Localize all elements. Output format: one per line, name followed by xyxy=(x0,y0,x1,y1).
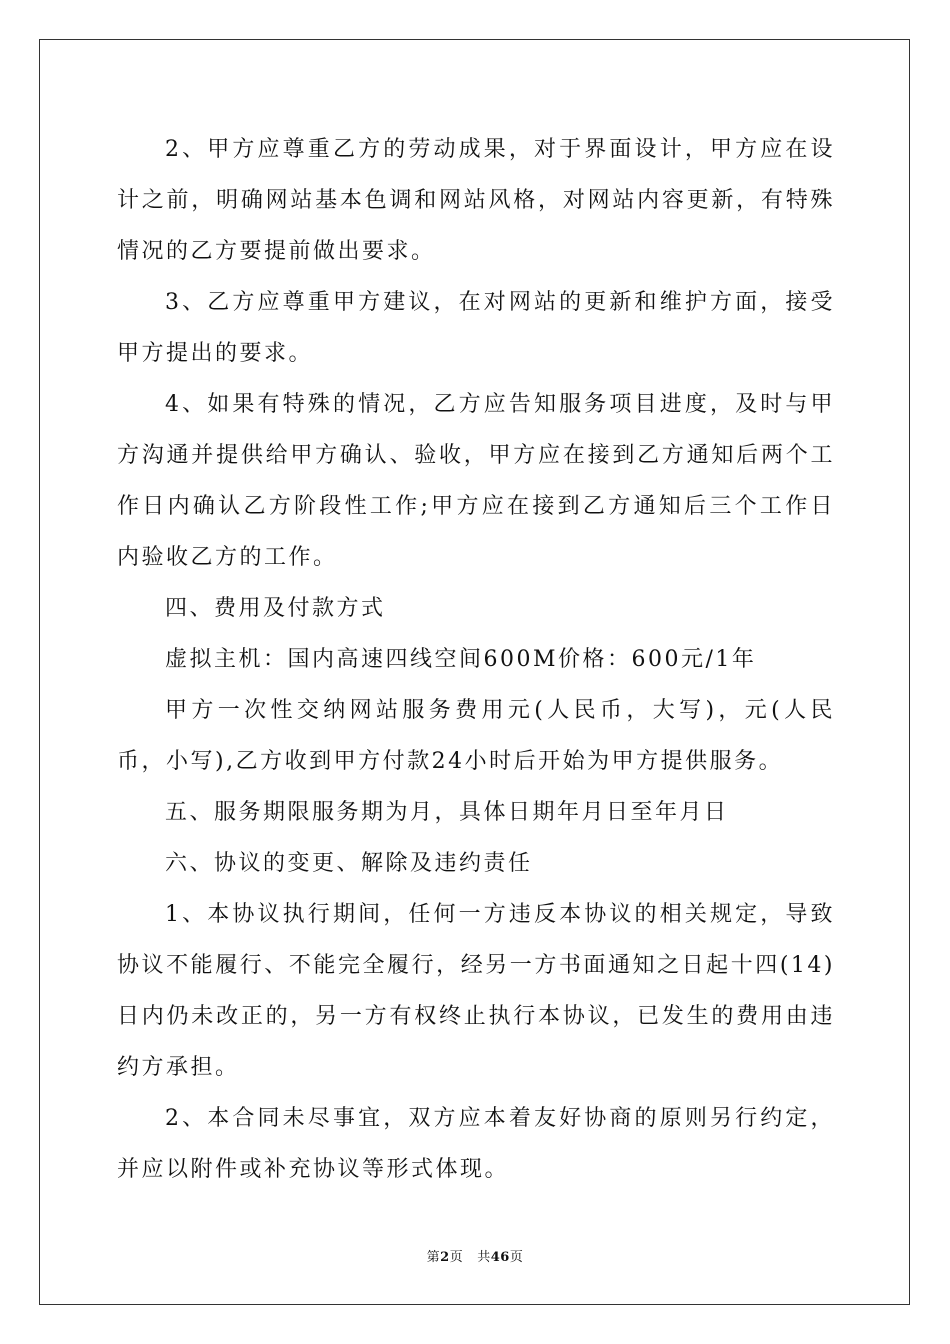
document-body xyxy=(117,124,835,1195)
page-number: 2 xyxy=(440,1250,450,1265)
section-heading: 六、协议的变更、解除及违约责任 xyxy=(165,851,533,876)
total-pages: 46 xyxy=(490,1250,510,1265)
section-heading: 四、费用及付款方式 xyxy=(165,596,386,621)
paragraph: 2、甲方应尊重乙方的劳动成果，对于界面设计，甲方应在设计之前，明确网站基本色调和网站风格，对网站内容更新，有特殊情况的乙方要提前做出要求。 xyxy=(117,137,835,264)
paragraph: 3、乙方应尊重甲方建议，在对网站的更新和维护方面，接受甲方提出的要求。 xyxy=(117,290,835,366)
section-heading: 五、服务期限服务期为月，具体日期年月日至年月日 xyxy=(165,800,729,825)
paragraph: 2、本合同未尽事宜，双方应本着友好协商的原则另行约定，并应以附件或补充协议等形式体现。 xyxy=(117,1106,835,1182)
paragraph: 甲方一次性交纳网站服务费用元(人民币，大写)，元(人民币，小写),乙方收到甲方付款24小时后开始为甲方提供服务。 xyxy=(117,698,835,774)
paragraph: 4、如果有特殊的情况，乙方应告知服务项目进度，及时与甲方沟通并提供给甲方确认、验收，甲方应在接到乙方通知后两个工作日内确认乙方阶段性工作;甲方应在接到乙方通知后三个工作日内验收乙方的工作。 xyxy=(117,392,835,570)
total-prefix: 共 xyxy=(477,1250,491,1265)
paragraph: 1、本协议执行期间，任何一方违反本协议的相关规定，导致协议不能履行、不能完全履行，经另一方书面通知之日起十四(14)日内仍未改正的，另一方有权终止执行本协议，已发生的费用由违约方承担。 xyxy=(117,902,835,1080)
total-suffix: 页 xyxy=(509,1250,524,1265)
page-suffix: 页 xyxy=(449,1250,464,1265)
paragraph: 虚拟主机：国内高速四线空间600M价格：600元/1年 xyxy=(165,647,757,672)
page-prefix: 第 xyxy=(426,1250,441,1265)
page-footer xyxy=(0,1246,950,1265)
